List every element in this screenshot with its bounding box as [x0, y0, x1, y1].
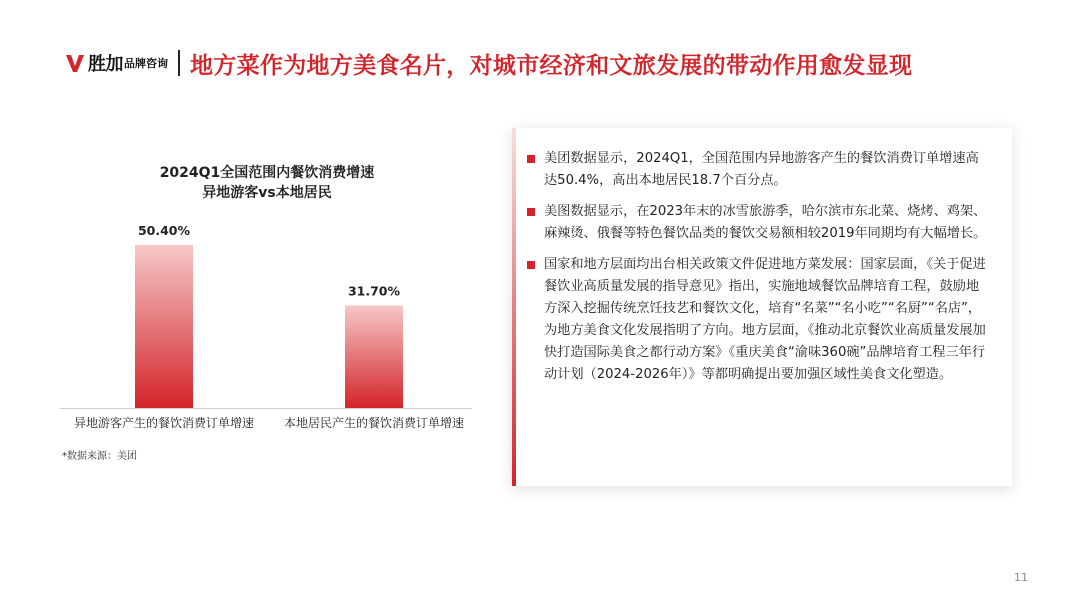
footnote: *数据来源：美团	[62, 451, 137, 462]
bullet-text: 国家和地方层面均出台相关政策文件促进地方菜发展：国家层面，《关于促进餐饮业高质量发展的指导意见》指出，实施地域餐饮品牌培育工程，鼓励地方深入挖掘传统烹饪技艺和餐饮文化，培育“名菜”“名小吃”“名厨”“名店”，为地方美食文化发展指明了方向。地方层面，《推动北京餐饮业高质量发展加快打造国际美食之都行动方案》《重庆美食“渝味360碗”品牌培育工程三年行动计划（2024-2026年）》等都明确提出要加强区域性美食文化塑造。	[544, 257, 986, 382]
chart-title: 2024Q1全国范围内餐饮消费增速	[159, 165, 375, 181]
bullet-square-icon	[527, 261, 535, 269]
logo-sub-text: 品牌咨询	[124, 57, 168, 70]
bar-1	[135, 245, 193, 408]
bullet-item	[544, 148, 990, 192]
bullet-item	[544, 254, 990, 386]
category-label: 本地居民产生的餐饮消费订单增速	[283, 416, 465, 430]
page-number: 11	[1014, 571, 1028, 584]
bar-chart	[52, 150, 482, 470]
bullet-text: 美图数据显示，在2023年末的冰雪旅游季，哈尔滨市东北菜、烧烤、鸡架、麻辣烫、俄餐等特色餐饮品类的餐饮交易额相较2019年同期均有大幅增长。	[544, 204, 987, 241]
insight-card	[512, 128, 1012, 486]
bullet-item	[544, 201, 990, 245]
logo-main-text: 胜加	[88, 54, 123, 75]
page-title: 地方菜作为地方美食名片，对城市经济和文旅发展的带动作用愈发显现	[190, 52, 913, 79]
bullet-list	[512, 128, 1012, 386]
header	[64, 46, 912, 80]
bar-2	[345, 305, 403, 408]
chart-canvas	[52, 150, 482, 470]
category-label: 异地游客产生的餐饮消费订单增速	[73, 416, 255, 430]
header-divider	[178, 50, 180, 76]
logo-v-icon	[64, 52, 86, 74]
bullet-text: 美团数据显示，2024Q1，全国范围内异地游客产生的餐饮消费订单增速高达50.4%，高出本地居民18.7个百分点。	[544, 151, 979, 188]
chart-subtitle: 异地游客vs本地居民	[202, 185, 332, 201]
bullet-square-icon	[527, 155, 535, 163]
bullet-square-icon	[527, 208, 535, 216]
bar-value-label: 50.40%	[137, 222, 191, 238]
bar-value-label: 31.70%	[347, 283, 401, 299]
brand-logo	[64, 50, 168, 76]
card-accent-bar	[512, 128, 516, 486]
